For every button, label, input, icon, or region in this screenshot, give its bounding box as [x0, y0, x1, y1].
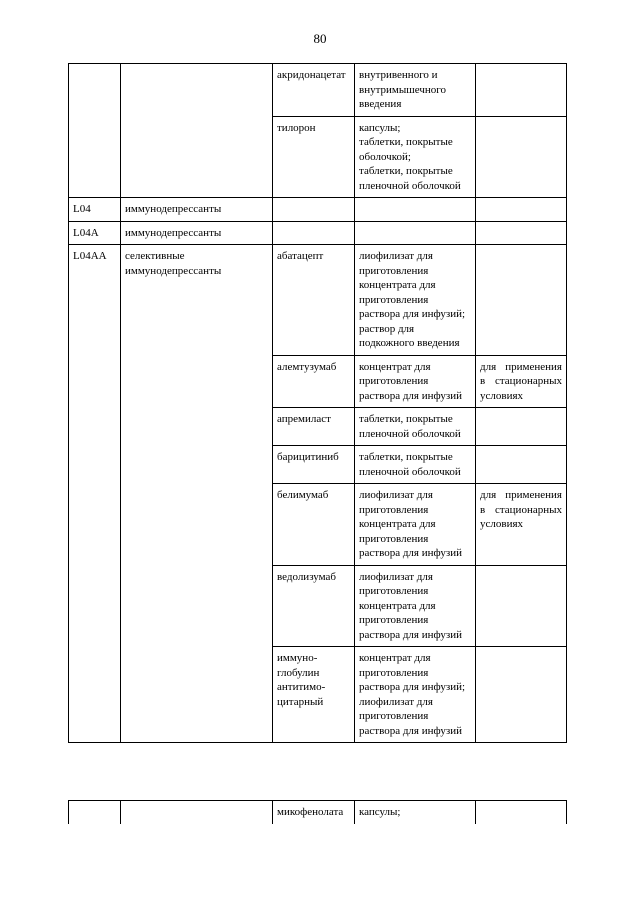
dosage-form-line: раствора для инфузий: [359, 389, 462, 402]
drug-name-line: ведолизумаб: [277, 570, 337, 583]
dosage-form-cell: [355, 245, 476, 356]
atc-code: L04A: [73, 226, 99, 239]
dosage-form-line: капсулы;: [359, 121, 401, 134]
drug-name-line: барицитиниб: [277, 451, 339, 463]
dosage-form-line: пленочной оболочкой: [359, 427, 461, 440]
note-cell: [476, 116, 567, 198]
group-name-line: иммунодепрессанты: [125, 264, 222, 277]
note-cell: [476, 64, 567, 117]
drug-table-continuation: [68, 800, 567, 824]
note-cell: [476, 221, 567, 245]
drug-name-cell: [273, 801, 355, 824]
drug-name-cell: [273, 64, 355, 117]
drug-name-cell: [273, 198, 355, 222]
dosage-form-line: лиофилизат для: [359, 489, 433, 501]
dosage-form-cell: [355, 198, 476, 222]
note-cell: [476, 198, 567, 222]
dosage-form-cell: [355, 116, 476, 198]
dosage-form-line: раствора для инфузий: [359, 547, 462, 559]
note-line: для применения: [480, 360, 562, 373]
atc-code-cell: [69, 245, 121, 743]
group-name-line: иммунодепрессанты: [125, 203, 222, 215]
drug-name-line: иммуно-: [277, 652, 318, 664]
note-line: условиях: [480, 518, 524, 530]
dosage-form-line: раствора для инфузий;: [359, 681, 466, 693]
drug-name-line: микофенолата: [277, 806, 344, 818]
dosage-form-cell: [355, 64, 476, 117]
table-row: [69, 221, 567, 245]
page-number: 80: [313, 31, 327, 46]
note-cell: [476, 647, 567, 743]
dosage-form-cell: [355, 408, 476, 446]
dosage-form-line: лиофилизат для: [359, 250, 433, 262]
drug-name-line: алемтузумаб: [277, 360, 337, 373]
dosage-form-line: введения: [359, 98, 402, 110]
group-name-cell: [121, 221, 273, 245]
dosage-form-line: приготовления: [359, 293, 429, 306]
drug-name-cell: [273, 647, 355, 743]
dosage-form-line: подкожного введения: [359, 337, 460, 349]
drug-table: [68, 63, 567, 743]
dosage-form-line: оболочкой;: [359, 150, 411, 163]
drug-name-line: глобулин: [277, 666, 320, 679]
dosage-form-line: таблетки, покрытые: [359, 165, 453, 177]
note-cell: [476, 355, 567, 408]
drug-name-cell: [273, 408, 355, 446]
group-name-cell: [121, 198, 273, 222]
drug-name-cell: [273, 484, 355, 566]
dosage-form-line: пленочной оболочкой: [359, 179, 461, 192]
dosage-form-line: пленочной оболочкой: [359, 465, 461, 478]
dosage-form-line: приготовления: [359, 710, 429, 722]
dosage-form-line: приготовления: [359, 375, 429, 387]
drug-name-cell: [273, 565, 355, 647]
dosage-form-line: концентрат для: [359, 652, 431, 664]
dosage-form-line: приготовления: [359, 532, 429, 545]
dosage-form-cell: [355, 565, 476, 647]
group-name-cell: [121, 801, 273, 824]
note-line: для применения: [480, 489, 562, 501]
note-cell: [476, 446, 567, 484]
drug-name-cell: [273, 446, 355, 484]
dosage-form-cell: [355, 647, 476, 743]
dosage-form-line: лиофилизат для: [359, 570, 433, 583]
dosage-form-line: концентрат для: [359, 360, 431, 373]
note-cell: [476, 245, 567, 356]
dosage-form-cell: [355, 801, 476, 824]
drug-name-line: акридонацетат: [277, 69, 346, 81]
dosage-form-line: концентрата для: [359, 599, 436, 612]
dosage-form-line: таблетки, покрытые: [359, 413, 453, 425]
dosage-form-line: таблетки, покрытые: [359, 451, 453, 463]
drug-name-line: тилорон: [277, 121, 316, 134]
dosage-form-line: внутримышечного: [359, 83, 446, 96]
note-cell: [476, 565, 567, 647]
group-name-cell: [121, 245, 273, 743]
dosage-form-line: раствора для инфузий: [359, 628, 462, 641]
group-name-line: иммунодепрессанты: [125, 226, 222, 239]
atc-code-cell: [69, 801, 121, 824]
dosage-form-cell: [355, 221, 476, 245]
drug-name-line: апремиласт: [277, 413, 331, 425]
dosage-form-line: раствор для: [359, 322, 415, 335]
dosage-form-line: концентрата для: [359, 518, 436, 530]
group-name-cell: [121, 64, 273, 198]
table-row: [69, 245, 567, 356]
dosage-form-line: приготовления: [359, 503, 429, 516]
group-name-line: селективные: [125, 250, 185, 262]
atc-code-cell: [69, 198, 121, 222]
dosage-form-cell: [355, 355, 476, 408]
drug-name-line: антитимо-: [277, 681, 326, 693]
dosage-form-line: приготовления: [359, 585, 429, 597]
atc-code-cell: [69, 221, 121, 245]
dosage-form-cell: [355, 484, 476, 566]
atc-code-cell: [69, 64, 121, 198]
note-cell: [476, 484, 567, 566]
dosage-form-line: раствора для инфузий;: [359, 308, 466, 320]
dosage-form-line: приготовления: [359, 264, 429, 277]
drug-name-line: абатацепт: [277, 250, 324, 262]
note-line: в стационарных: [480, 375, 562, 387]
drug-name-line: белимумаб: [277, 489, 329, 501]
dosage-form-line: приготовления: [359, 614, 429, 626]
note-line: условиях: [480, 389, 524, 402]
dosage-form-line: приготовления: [359, 666, 429, 679]
dosage-form-line: лиофилизат для: [359, 695, 433, 708]
note-cell: [476, 408, 567, 446]
note-line: в стационарных: [480, 503, 562, 516]
atc-code: L04: [73, 203, 91, 215]
table-row: [69, 64, 567, 117]
drug-name-line: цитарный: [277, 695, 324, 708]
dosage-form-line: концентрата для: [359, 279, 436, 291]
table-row: [69, 198, 567, 222]
drug-name-cell: [273, 245, 355, 356]
dosage-form-line: внутривенного и: [359, 69, 438, 81]
dosage-form-line: капсулы;: [359, 806, 401, 818]
dosage-form-cell: [355, 446, 476, 484]
drug-name-cell: [273, 116, 355, 198]
drug-name-cell: [273, 221, 355, 245]
drug-name-cell: [273, 355, 355, 408]
table-row: [69, 801, 567, 824]
dosage-form-line: раствора для инфузий: [359, 724, 462, 737]
atc-code: L04AA: [73, 250, 107, 262]
dosage-form-line: таблетки, покрытые: [359, 136, 453, 148]
note-cell: [476, 801, 567, 824]
